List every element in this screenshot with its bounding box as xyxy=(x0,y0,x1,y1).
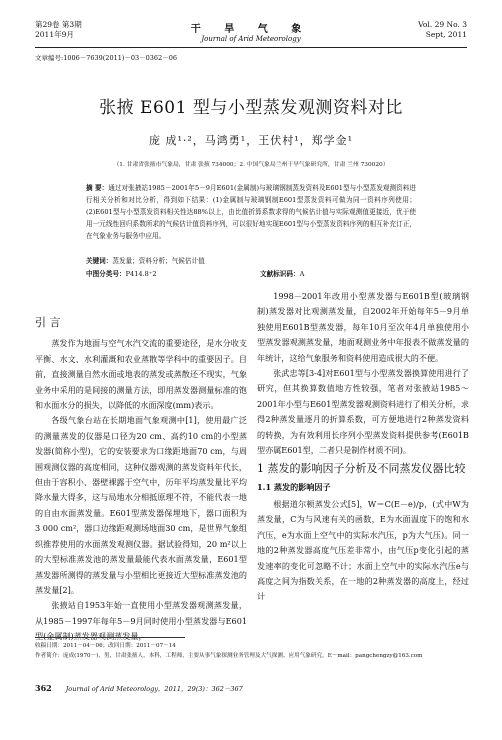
clc-text: P414.8⁺2 xyxy=(125,270,157,278)
footnote-rule xyxy=(35,637,185,638)
section-heading-1: 1 蒸发的影响因子分析及不同蒸发仪器比较 xyxy=(257,462,466,476)
paragraph: 蒸发作为地面与空气水汽交流的重要途径，是水分收支平衡、水文、水利灌溉和农业蒸散等学科中的重要因子。目前，直接测量自然水面或地表的蒸发或蒸散还不现实，气象业务中采用的是间接的测量方法，即用蒸发器测量标准的饱和水面水分的损失，以降低的水面深度(mm)表示。 xyxy=(35,338,247,411)
journal-name-en: Journal of Arid Meteorology xyxy=(201,35,301,43)
right-column xyxy=(257,289,469,605)
doc-code-label: 文献标识码： xyxy=(260,270,300,278)
issue-date-en: Sept, 2011 xyxy=(425,30,467,39)
clc-label: 中图分类号： xyxy=(86,270,126,278)
footer-citation: Journal of Arid Meteorology，2011，29(3)：362－367 xyxy=(65,685,243,693)
abstract-text: 通过对张掖站1985－2001年5－9月E601(金属制)与玻璃钢制蒸发资料及E601型与小型蒸发观测资料进行相关分析和对比分析，得到如下结果：(1)金属制与玻璃钢制E601型蒸发资料可做为同一资料序列使用；(2)E601型与小型蒸发资料相关性达88%以上，由比值折算系数求得的气候估计值与实际观测值更接近，优于使用一元线性回归系数所求的气候估计值资料序列，可以很好地实现E601型与小型蒸发资料序列的相互补充订正，在气象业务与服务中应用。 xyxy=(86,184,416,240)
paragraph: 根据道尔顿蒸发公式[5]，W＝C(E－e)/p，(式中W为蒸发量，C为与风速有关的函数，E为水面温度下的饱和水汽压，e为水面上空气中的实际水汽压，p为大气压)。同一地的2种蒸发器高度气压差非常小，由气压p变化引起的蒸发速率的变化可忽略不计；水面上空气中的实际水汽压e与高度之间为指数关系，在一地的2种蒸发器的高度上，经过计 xyxy=(257,498,469,602)
author-bio: 作者简介：庞成(1970－)，男，甘肃张掖人，本科，工程师，主要从事气象探测业务管理及大气探测、应用气象研究。E－mail：pangchengzy@163.com xyxy=(35,653,423,659)
header-right xyxy=(418,20,467,40)
page-number: 362 xyxy=(35,683,52,693)
keywords-label: 关键词： xyxy=(86,257,113,265)
volume-issue: 第29卷 第3期 xyxy=(35,20,82,29)
volume-number-en: Vol. 29 No. 3 xyxy=(418,20,467,29)
journal-name-cn: 干 旱 气 象 xyxy=(190,24,312,35)
subsection-heading-1-1: 1.1 蒸发的影响因子 xyxy=(257,482,331,493)
author-list: 庞 成¹·²，马鸿勇¹，王伏村¹，郑学金¹ xyxy=(148,134,354,147)
keywords xyxy=(86,255,205,265)
affiliation: （1. 甘肃省张掖市气象局，甘肃 张掖 734000；2. 中国气象局兰州干旱气象研究所，甘肃 兰州 730020） xyxy=(113,162,389,168)
abstract xyxy=(86,182,416,242)
clc-number xyxy=(86,268,157,278)
doc-code-text: A xyxy=(299,270,305,278)
left-column xyxy=(35,315,247,645)
issue-date: 2011年9月 xyxy=(35,30,74,39)
section-heading-intro: 引 言 xyxy=(35,316,61,329)
paper-title: 张掖 E601 型与小型蒸发观测资料对比 xyxy=(99,98,403,118)
header-rule xyxy=(35,47,467,48)
abstract-label: 摘 要： xyxy=(86,184,109,192)
keywords-text: 蒸发量；资料分析；气候估计值 xyxy=(112,257,205,265)
paragraph: 张武忠等[3-4]对E601型与小型蒸发器换算使用进行了研究，但其换算数值地方性较强，笔者对张掖站1985～2001年小型与E601型蒸发器观测资料进行了相关分析，求得2种蒸发量逐月的折算系数，可方便地进行2种蒸发资料的转换，为有效利用长序列小型蒸发资料提供参考(E601B型亦属E601型，二者只是制作材质不同)。 xyxy=(257,368,469,456)
received-date: 收稿日期：2011－04－06；改回日期：2011－07－14 xyxy=(35,643,176,649)
paragraph: 各级气象台站在长期地面气象观测中[1]，使用最广泛的测量蒸发的仪器是口径为20 cm、高约10 cm的小型蒸发器(简称小型)，它的安装要求为口缘距地面70 cm，与周围观测仪器的高度相同，这种仪器观测的蒸发资料年代长，但由于容积小、器壁裸露于空气中，历年平均蒸发量比平均降水量大得多，这与局地水分相抵原理不符，不能代表一地的自由水面蒸发量。E601型蒸发器保埋地下，器口面积为3 000 cm²，器口边缘距观测场地面30 cm，是世界气象组织推荐使用的水面蒸发观测仪器。据试验得知，20 m²以上的大型标准蒸发池的蒸发量最能代表水面蒸发量，E601型蒸发器所测得的蒸发量与小型相比更接近大型标准蒸发池的蒸发量[2]。 xyxy=(35,415,247,595)
document-code xyxy=(260,268,304,278)
paragraph: 1998－2001年改用小型蒸发器与E601B型(玻璃钢制)蒸发器对比观测蒸发量，自2002年开始每年5－9月单独使用E601B型蒸发器，每年10月至次年4月单独使用小型蒸发器观测蒸发量，地面观测业务中年报表不做蒸发量的年统计，这给气象服务和资料使用造成很大的不便。 xyxy=(257,291,469,363)
article-number: 文章编号:1006－7639(2011)－03－0362－06 xyxy=(35,54,177,62)
page-footer xyxy=(35,683,243,693)
paragraph: 张掖站自1953年始一直使用小型蒸发器观测蒸发量，从1985－1997年每年5－9月同时使用小型蒸发器与E601型(金属制)蒸发器观测蒸发量， xyxy=(35,600,247,642)
running-header xyxy=(0,20,502,54)
footnote xyxy=(35,641,467,661)
